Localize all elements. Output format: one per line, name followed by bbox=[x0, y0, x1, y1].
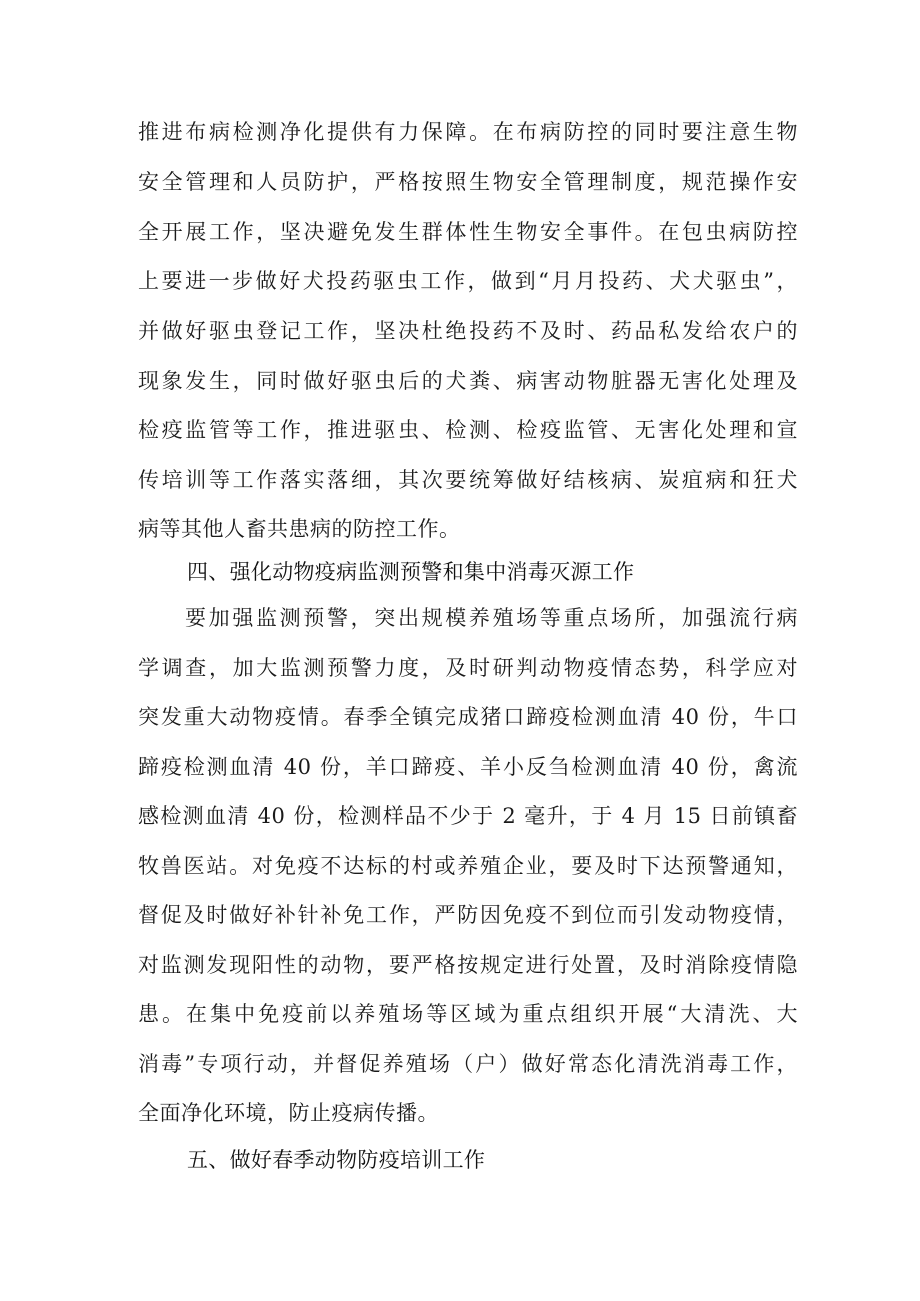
paragraph-line: 全开展工作，坚决避免发生群体性生物安全事件。在包虫病防控 bbox=[138, 220, 798, 244]
section-4-heading: 四、强化动物疫病监测预警和集中消毒灭源工作 bbox=[187, 560, 635, 584]
section-4-line: 学调查，加大监测预警力度，及时研判动物疫情态势，科学应对 bbox=[138, 656, 798, 680]
paragraph-line: 现象发生，同时做好驱虫后的犬粪、病害动物脏器无害化处理及 bbox=[138, 369, 798, 393]
section-4-line: 牧兽医站。对免疫不达标的村或养殖企业，要及时下达预警通知， bbox=[138, 854, 798, 878]
section-4-line: 蹄疫检测血清 40 份，羊口蹄疫、羊小反刍检测血清 40 份，禽流 bbox=[138, 755, 798, 779]
section-4-line: 突发重大动物疫情。春季全镇完成猪口蹄疫检测血清 40 份，牛口 bbox=[138, 705, 798, 729]
paragraph-line: 上要进一步做好犬投药驱虫工作，做到“月月投药、犬犬驱虫”， bbox=[138, 269, 798, 293]
paragraph-line-last: 病等其他人畜共患病的防控工作。 bbox=[138, 517, 461, 541]
section-4-line-last: 全面净化环境，防止疫病传播。 bbox=[138, 1101, 439, 1125]
paragraph-line: 检疫监管等工作，推进驱虫、检测、检疫监管、无害化处理和宣 bbox=[138, 418, 798, 442]
paragraph-line: 并做好驱虫登记工作，坚决杜绝投药不及时、药品私发给农户的 bbox=[138, 319, 798, 343]
section-4-line: 感检测血清 40 份，检测样品不少于 2 毫升，于 4 月 15 日前镇畜 bbox=[138, 804, 798, 828]
section-4-line: 消毒”专项行动，并督促养殖场（户）做好常态化清洗消毒工作， bbox=[138, 1052, 798, 1076]
section-4-line: 患。在集中免疫前以养殖场等区域为重点组织开展“大清洗、大 bbox=[138, 1002, 798, 1026]
section-4-line: 要加强监测预警，突出规模养殖场等重点场所，加强流行病 bbox=[185, 606, 798, 630]
section-5-heading: 五、做好春季动物防疫培训工作 bbox=[187, 1148, 486, 1172]
paragraph-line: 安全管理和人员防护，严格按照生物安全管理制度，规范操作安 bbox=[138, 170, 798, 194]
paragraph-line: 推进布病检测净化提供有力保障。在布病防控的同时要注意生物 bbox=[138, 120, 798, 144]
section-4-line: 督促及时做好补针补免工作，严防因免疫不到位而引发动物疫情， bbox=[138, 903, 798, 927]
section-4-line: 对监测发现阳性的动物，要严格按规定进行处置，及时消除疫情隐 bbox=[138, 953, 798, 977]
paragraph-line: 传培训等工作落实落细，其次要统筹做好结核病、炭疽病和狂犬 bbox=[138, 468, 798, 492]
